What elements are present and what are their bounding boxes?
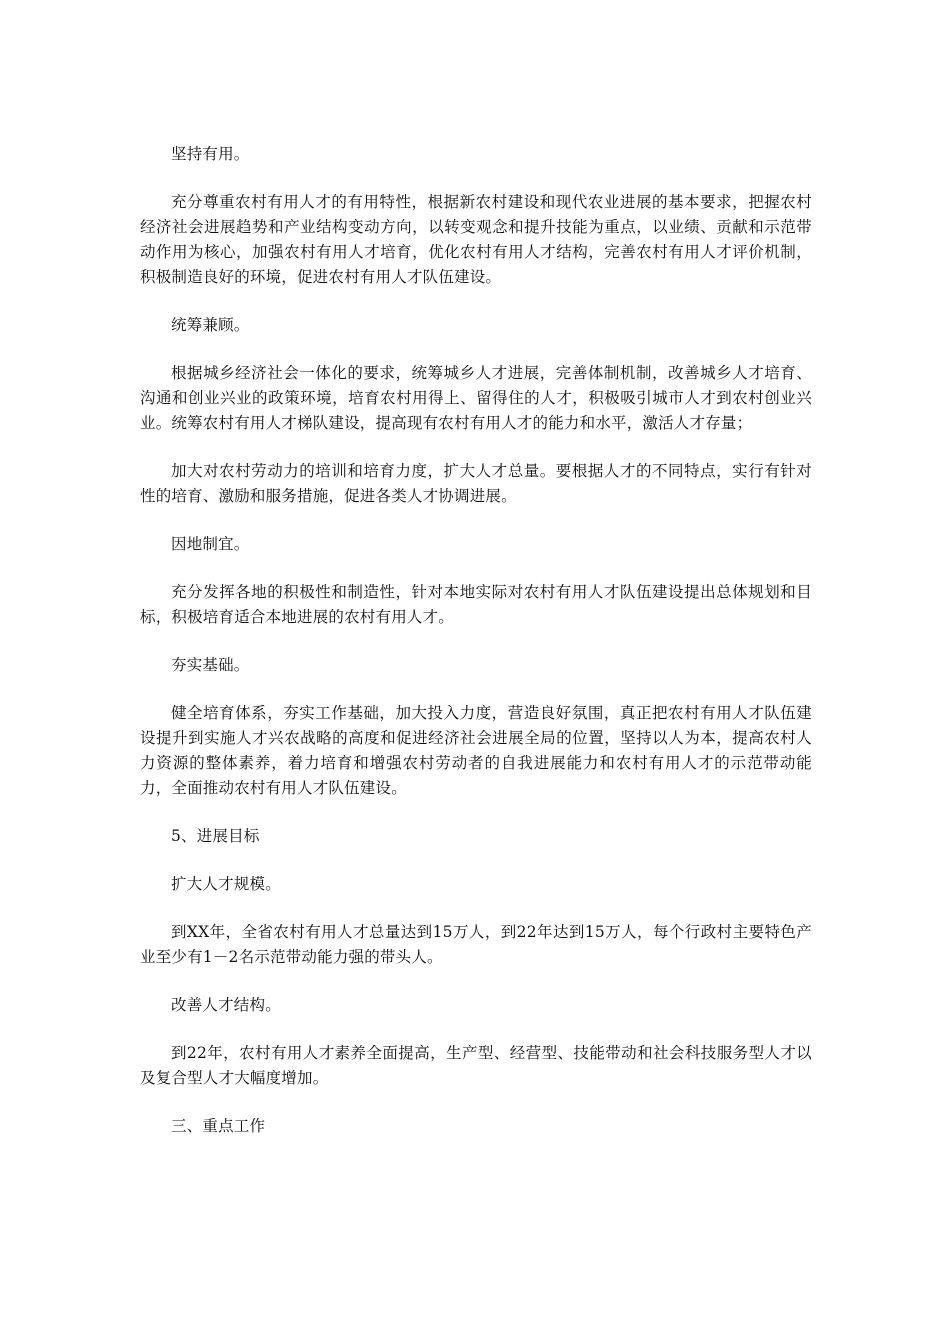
paragraph: 充分发挥各地的积极性和制造性，针对本地实际对农村有用人才队伍建设提出总体规划和目标，积极培育适合本地进展的农村有用人才。 [140, 583, 812, 626]
paragraph: 加大对农村劳动力的培训和培育力度，扩大人才总量。要根据人才的不同特点，实行有针对性的培育、激励和服务措施，促进各类人才协调进展。 [140, 462, 812, 505]
paragraph-heading: 因地制宜。 [171, 535, 250, 553]
paragraph-heading: 夯实基础。 [171, 656, 250, 674]
section-heading: 5、进展目标 [171, 827, 260, 845]
paragraph: 到XX年，全省农村有用人才总量达到15万人，到22年达到15万人，每个行政村主要特色产业至少有1－2名示范带动能力强的带头人。 [140, 923, 812, 966]
paragraph: 充分尊重农村有用人才的有用特性，根据新农村建设和现代农业进展的基本要求，把握农村经济社会进展趋势和产业结构变动方向，以转变观念和提升技能为重点，以业绩、贡献和示范带动作用为核心，加强农村有用人才培育，优化农村有用人才结构，完善农村有用人才评价机制，积极制造良好的环境，促进农村有用人才队伍建设。 [140, 193, 812, 286]
paragraph-heading: 统筹兼顾。 [171, 316, 250, 334]
paragraph: 健全培育体系，夯实工作基础，加大投入力度，营造良好氛围，真正把农村有用人才队伍建设提升到实施人才兴农战略的高度和促进经济社会进展全局的位置，坚持以人为本，提高农村人力资源的整体素养，着力培育和增强农村劳动者的自我进展能力和农村有用人才的示范带动能力，全面推动农村有用人才队伍建设。 [140, 704, 812, 797]
paragraph-heading: 扩大人才规模。 [171, 875, 281, 893]
paragraph: 到22年，农村有用人才素养全面提高，生产型、经营型、技能带动和社会科技服务型人才以及复合型人才大幅度增加。 [140, 1044, 812, 1087]
section-heading: 三、重点工作 [171, 1117, 266, 1135]
document-body [140, 142, 812, 1139]
paragraph: 根据城乡经济社会一体化的要求，统筹城乡人才进展，完善体制机制，改善城乡人才培育、沟通和创业兴业的政策环境，培育农村用得上、留得住的人才，积极吸引城市人才到农村创业兴业。统筹农村有用人才梯队建设，提高现有农村有用人才的能力和水平，激活人才存量； [140, 364, 812, 432]
paragraph-heading: 坚持有用。 [171, 145, 250, 163]
paragraph-heading: 改善人才结构。 [171, 996, 281, 1014]
